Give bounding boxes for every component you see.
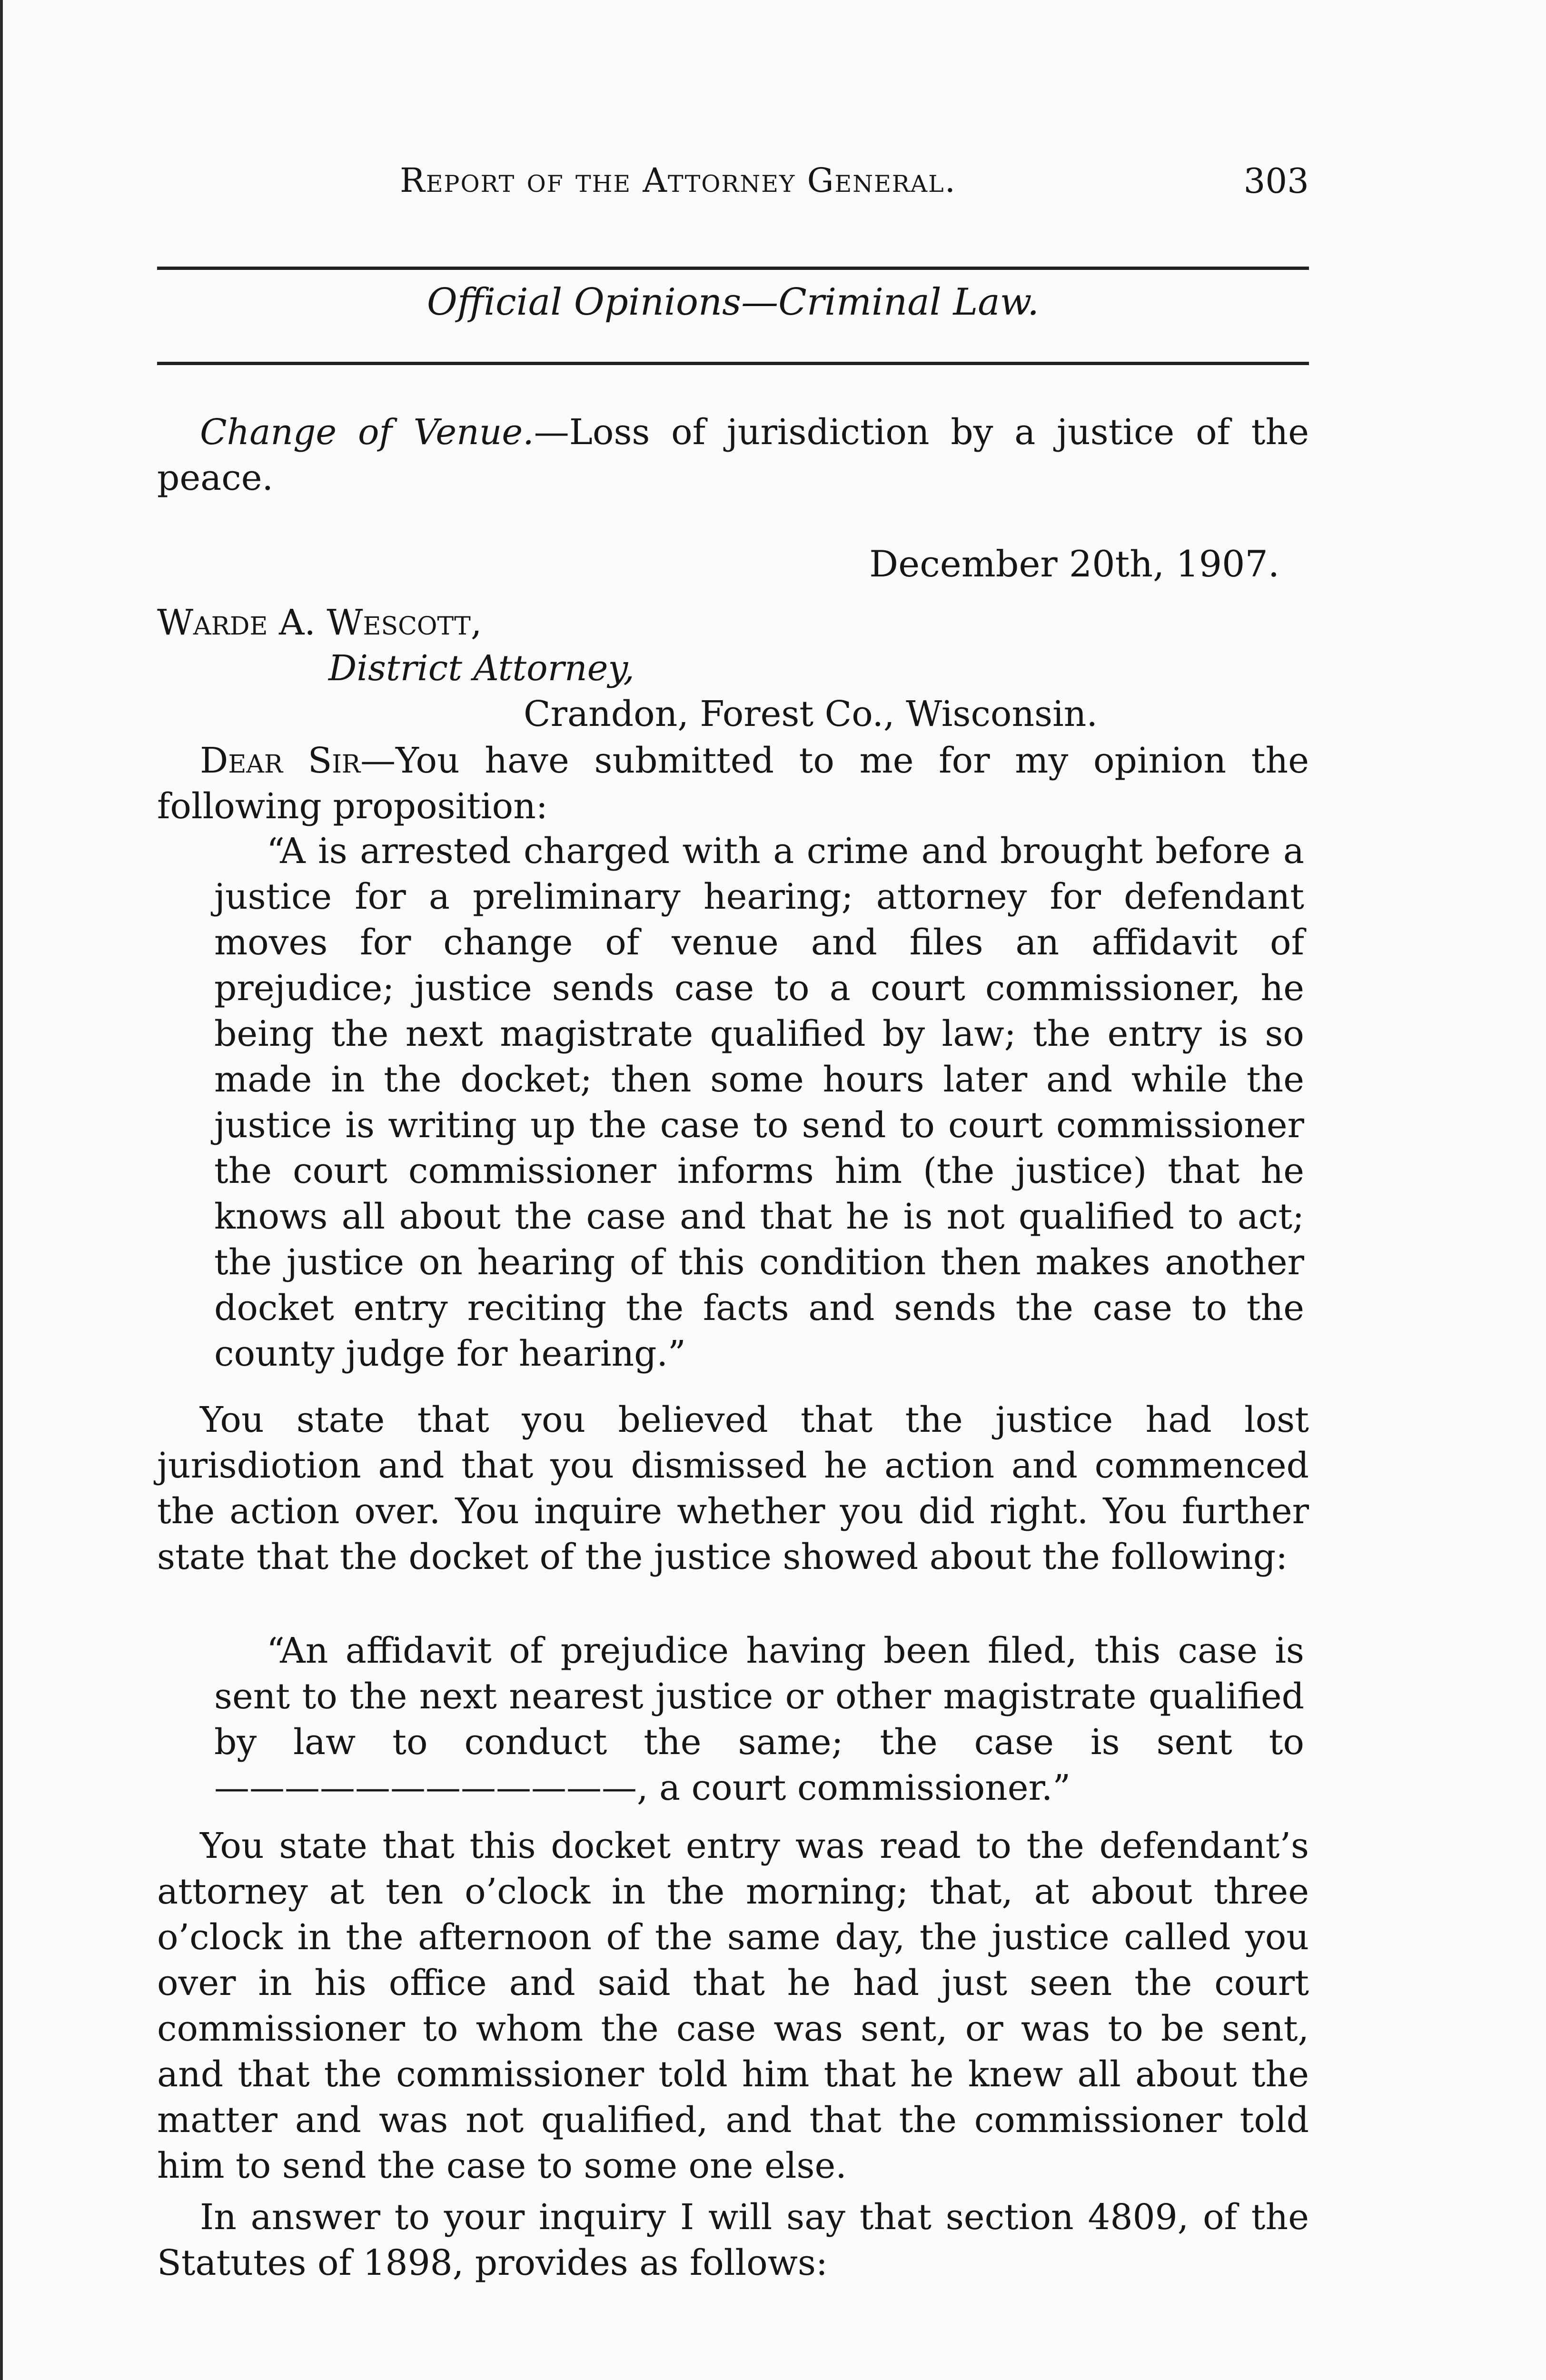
page-header — [157, 151, 1309, 208]
salutation-greeting: Dear Sir — [200, 740, 361, 781]
page-number: 303 — [1243, 161, 1309, 201]
addressee-title: District Attorney, — [328, 648, 634, 689]
topic-text: —Loss of jurisdiction by a justice of the peace. — [157, 412, 1309, 498]
addressee-name: Warde A. Wescott, — [157, 602, 482, 643]
letter-date: December 20th, 1907. — [869, 543, 1279, 585]
addressee-place: Crandon, Forest Co., Wisconsin. — [524, 694, 1098, 734]
address-block — [157, 600, 1309, 737]
header-rule-bottom — [157, 362, 1309, 365]
salutation-paragraph — [157, 738, 1309, 829]
quoted-docket-entry: “An affidavit of prejudice having been filed, this case is sent to the next nearest justice or other magistrate qualified by law to conduct the same; the case is sent to————————————, a court commissioner.” — [214, 1630, 1304, 1808]
topic-title: Change of Venue. — [200, 412, 534, 453]
body-paragraph-3: You state that this docket entry was read to the defendant’s attorney at ten o’clock in the morning; that, at about three o’clock in the afternoon of the same day, the justice called you over in his office and said that he had just seen the court commissioner to whom the case was sent, or was to be sent, and that the commissioner told him that he knew all about the matter and was not qualified, and that the commissioner told him to send the case to some one else. — [157, 1825, 1309, 2186]
header-rule-top — [157, 267, 1309, 270]
salutation-text: —You have submitted to me for my opinion the following proposition: — [157, 740, 1309, 827]
topic-heading — [157, 409, 1309, 501]
quoted-proposition: “A is arrested charged with a crime and brought before a justice for a preliminary hearing; attorney for defendant moves for change of venue and files an affidavit of prejudice; justice sends case to a court commissioner, he being the next magistrate qualified by law; the entry is so made in the docket; then some hours later and while the justice is writing up the case to send to court commissioner the court commissioner informs him (the justice) that he knows all about the case and that he is not qualified to act; the justice on hearing of this condition then makes another docket entry reciting the facts and sends the case to the county judge for hearing.” — [214, 831, 1304, 1374]
running-title: Report of the Attorney General. — [400, 161, 956, 200]
body-paragraph-2: You state that you believed that the justice had lost jurisdiotion and that you dismissed he action and commenced the action over. You inquire whether you did right. You further state that the docket of the justice showed about the following: — [157, 1399, 1309, 1577]
page-edge-shadow — [0, 0, 3, 2380]
section-subheader: Official Opinions—Criminal Law. — [426, 281, 1040, 324]
body-paragraph-4: In answer to your inquiry I will say that section 4809, of the Statutes of 1898, provides as follows: — [157, 2197, 1309, 2283]
